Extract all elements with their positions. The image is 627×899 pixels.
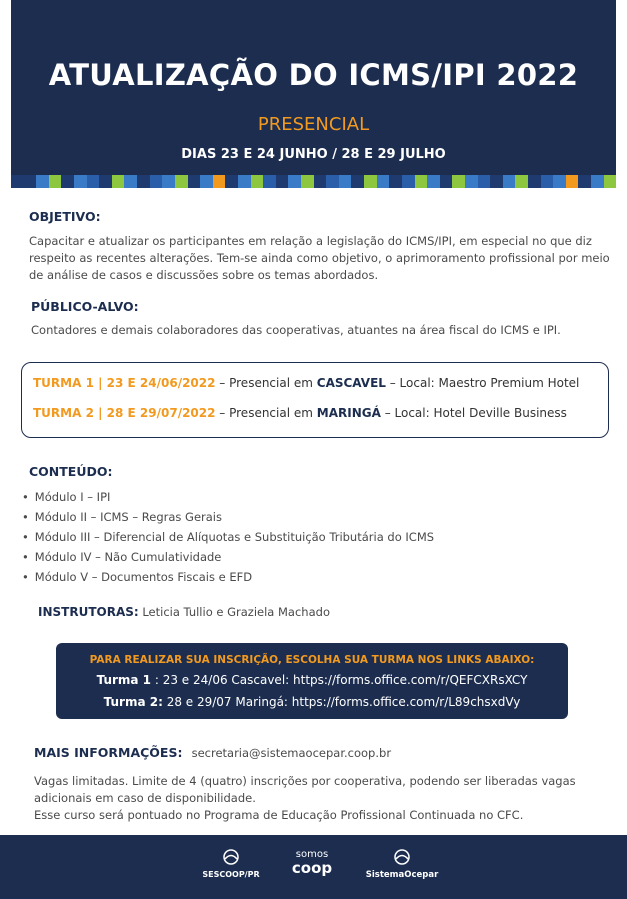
somos-coop-logo [282,849,342,877]
turma-2-mode: – Presencial em [215,406,317,420]
turma-2-city: MARINGÁ [316,406,381,420]
stripe-segment [326,175,339,188]
inscricao-turma-2-label: Turma 2: [103,695,163,709]
publico-heading: PÚBLICO-ALVO: [31,299,139,314]
somos-text: somos [295,849,329,860]
turma-1-mode: – Presencial em [215,376,317,390]
stripe-segment [213,175,226,188]
stripe-segment [301,175,314,188]
stripe-segment [251,175,264,188]
event-dates: DIAS 23 E 24 JUNHO / 28 E 29 JULHO [181,147,446,162]
stripe-segment [200,175,213,188]
objetivo-line: respeito as recentes alterações. Tem-se ainda como objetivo, o aprimoramento profissional por meio [29,251,610,265]
stripe-segment [24,175,37,188]
turma-1-label: TURMA 1 | 23 E 24/06/2022 [33,376,216,390]
sescoop-logo [196,848,266,879]
inscricao-turma-2[interactable] [56,695,568,709]
ocepar-logo-text: SistemaOcepar [365,870,439,880]
stripe-segment [137,175,150,188]
header-banner [11,0,616,175]
stripe-segment [427,175,440,188]
stripe-segment [263,175,276,188]
stripe-segment [478,175,491,188]
contact-email-link[interactable]: secretaria@sistemaocepar.coop.br [191,746,392,760]
stripe-segment [87,175,100,188]
conteudo-list [22,487,434,587]
vagas-line: adicionais em caso de disponibilidade. [34,791,256,805]
page-subtitle: PRESENCIAL [257,114,370,135]
instrutoras-label: INSTRUTORAS: [38,605,139,619]
stripe-segment [351,175,364,188]
publico-text: Contadores e demais colaboradores das cooperativas, atuantes na área fiscal do ICMS e IPI. [31,323,561,337]
stripe-segment [389,175,402,188]
stripe-segment [377,175,390,188]
stripe-segment [11,175,24,188]
turmas-box [21,362,609,438]
stripe-segment [578,175,591,188]
vagas-line: Vagas limitadas. Limite de 4 (quatro) inscrições por cooperativa, podendo ser liberadas vagas [34,774,576,788]
vagas-text [34,773,576,824]
sescoop-logo-text: SESCOOP/PR [202,870,260,879]
ocepar-emblem-icon [390,848,414,866]
stripe-segment [36,175,49,188]
inscricao-turma-1-link[interactable]: : 23 e 24/06 Cascavel: https://forms.office.com/r/QEFCXRsXCY [151,673,528,687]
list-item: • Módulo V – Documentos Fiscais e EFD [22,567,434,587]
turma-2-local: – Local: Hotel Deville Business [380,406,567,420]
stripe-segment [188,175,201,188]
stripe-segment [225,175,238,188]
stripe-segment [566,175,579,188]
stripe-segment [528,175,541,188]
turma-1-local: – Local: Maestro Premium Hotel [385,376,580,390]
list-item: • Módulo I – IPI [22,487,434,507]
stripe-segment [515,175,528,188]
stripe-segment [452,175,465,188]
stripe-segment [364,175,377,188]
turma-1-city: CASCAVEL [316,376,386,390]
stripe-segment [276,175,289,188]
stripe-segment [99,175,112,188]
mais-info-label: MAIS INFORMAÇÕES: [34,745,183,760]
stripe-segment [238,175,251,188]
mais-info-line [34,742,391,761]
objetivo-text [29,233,610,284]
stripe-segment [124,175,137,188]
stripe-segment [162,175,175,188]
stripe-segment [415,175,428,188]
inscricao-title: PARA REALIZAR SUA INSCRIÇÃO, ESCOLHA SUA TURMA NOS LINKS ABAIXO: [89,654,535,666]
conteudo-heading: CONTEÚDO: [29,464,113,479]
objetivo-heading: OBJETIVO: [29,209,101,224]
stripe-segment [490,175,503,188]
stripe-segment [440,175,453,188]
list-item: • Módulo III – Diferencial de Alíquotas e Substituição Tributária do ICMS [22,527,434,547]
inscricao-turma-2-link[interactable]: 28 e 29/07 Maringá: https://forms.office.com/r/L89chsxdVy [162,695,521,709]
instrutoras-line [38,605,330,619]
list-item: • Módulo II – ICMS – Regras Gerais [22,507,434,527]
inscricao-box [56,643,568,719]
stripe-segment [74,175,87,188]
color-stripe [11,175,616,188]
inscricao-turma-1-label: Turma 1 [96,673,152,687]
turma-1-line [33,376,579,390]
turma-2-line [33,406,567,420]
instrutoras-names: Leticia Tullio e Graziela Machado [138,605,330,619]
sistema-ocepar-logo [362,848,442,880]
stripe-segment [112,175,125,188]
stripe-segment [61,175,74,188]
stripe-segment [604,175,617,188]
stripe-segment [591,175,604,188]
stripe-segment [150,175,163,188]
objetivo-line: Capacitar e atualizar os participantes em relação a legislação do ICMS/IPI, em especial no que diz [29,234,592,248]
stripe-segment [314,175,327,188]
turma-2-label: TURMA 2 | 28 E 29/07/2022 [33,406,216,420]
stripe-segment [49,175,62,188]
stripe-segment [402,175,415,188]
stripe-segment [503,175,516,188]
page-title: ATUALIZAÇÃO DO ICMS/IPI 2022 [48,58,579,92]
coop-text: coop [291,859,333,877]
stripe-segment [541,175,554,188]
sescoop-emblem-icon [219,848,243,866]
vagas-line: Esse curso será pontuado no Programa de Educação Profissional Continuada no CFC. [34,808,524,822]
stripe-segment [288,175,301,188]
stripe-segment [175,175,188,188]
list-item: • Módulo IV – Não Cumulatividade [22,547,434,567]
stripe-segment [465,175,478,188]
stripe-segment [553,175,566,188]
objetivo-line: de análise de casos e discussões sobre os temas abordados. [29,268,379,282]
inscricao-turma-1[interactable] [56,673,568,687]
stripe-segment [339,175,352,188]
footer [0,835,627,899]
